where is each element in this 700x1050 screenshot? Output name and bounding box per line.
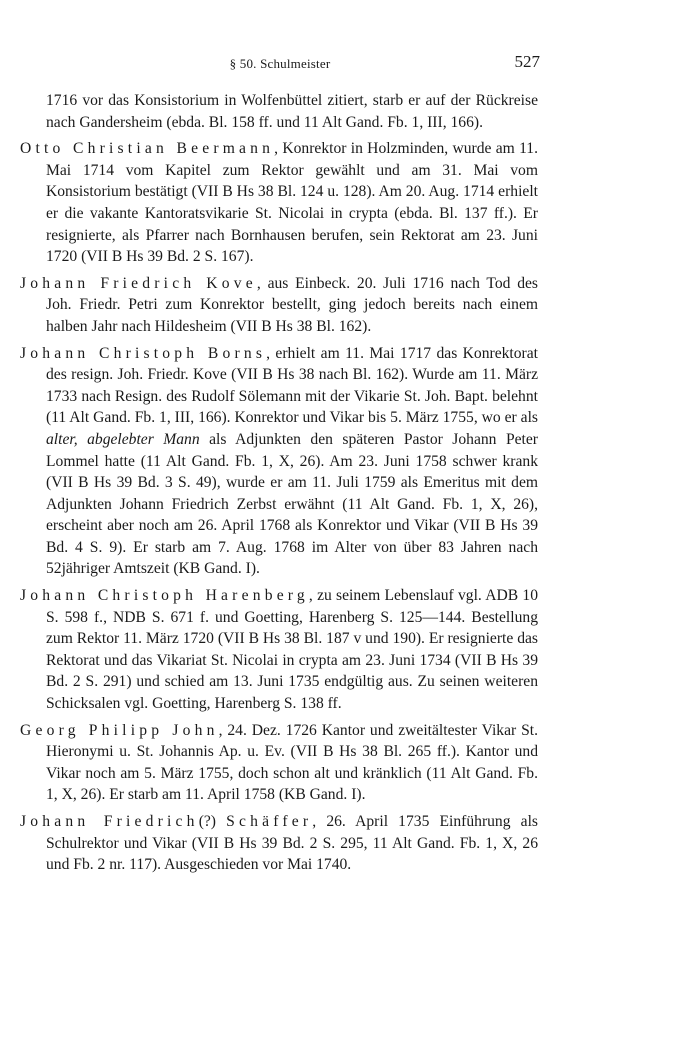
entry-kove: [20, 273, 538, 338]
entry-text: , 26. April 1735 Einführung als Schulrektor und Vikar (VII B Hs 39 Bd. 2 S. 295, 11 Alt Gand. Fb. 1, X, 26 und Fb. 2 nr. 117). Ausgeschieden vor Mai 1740.: [46, 813, 538, 874]
entry-beermann: [20, 138, 538, 268]
entry-text: , aus Einbeck. 20. Juli 1716 nach Tod des Joh. Friedr. Petri zum Konrektor bestellt, ging jedoch bereits nach einem halben Jahr nach Hildesheim (VII B Hs 38 Bl. 162).: [46, 274, 538, 335]
entry-schaeffer: [20, 811, 538, 876]
entry-borns: [20, 343, 538, 581]
entry-text: , zu seinem Lebenslauf vgl. ADB 10 S. 598 f., NDB S. 671 f. und Goetting, Harenberg S. 125—144. Bestellung zum Rektor 11. März 1720 (VII B Hs 38 Bl. 187 v und 190). Er resignierte das Rektorat und das Vikariat St. Nicolai in crypta am 23. Juni 1734 (VII B Hs 39 Bd. 2 S. 291) und schied am 13. Juni 1735 endgültig aus. Zu seinen weiteren Schicksalen vgl. Goetting, Harenberg S. 138 ff.: [46, 587, 538, 713]
person-name: Johann Christoph Harenberg: [20, 587, 309, 605]
person-name: Johann Christoph Borns: [20, 344, 267, 362]
person-name-last: Schäffer: [226, 813, 313, 830]
entry-quote-italic: alter, abgelebter Mann: [46, 430, 200, 448]
running-title: § 50. Schulmeister: [229, 56, 331, 71]
person-name: Johann Friedrich Kove: [20, 274, 257, 292]
entry-text: 1716 vor das Konsistorium in Wolfenbüttel zitiert, starb er auf der Rückreise nach Gandersheim (ebda. Bl. 158 ff. und 11 Alt Gand. Fb. 1, III, 166).: [46, 92, 538, 131]
entries-list: [20, 90, 538, 881]
entry-text: , erhielt am 11. Mai 1717 das Konrektorat des resign. Joh. Friedr. Kove (VII B Hs 38 nach Bl. 162). Wurde am 11. März 1733 nach Resign. des Rudolf Sölemann mit der Vikarie St. Joh. Bapt. belehnt (11 Alt Gand. Fb. 1, III, 166). Konrektor und Vikar bis 5. März 1755, wo er als: [46, 344, 538, 427]
person-name: Otto Christian Beermann: [20, 140, 275, 158]
entry-text: , 24. Dez. 1726 Kantor und zweitältester Vikar St. Hieronymi u. St. Johannis Ap. u. Ev. (VII B Hs 38 Bl. 265 ff.). Kantor und Vikar noch am 5. März 1755, doch schon alt und kränklich (11 Alt Gand. Fb. 1, X, 26). Er starb am 11. April 1758 (KB Gand. I).: [46, 721, 538, 804]
entry-text-after: als Adjunkten den späteren Pastor Johann Peter Lommel hatte (11 Alt Gand. Fb. 1, X, 26). Am 23. Juni 1758 schwer krank (VII B Hs 39 Bd. 3 S. 49), wurde er am 11. Juli 1759 als Emeritus mit dem Adjunkten Johann Friedrich Zerbst erwähnt (11 Alt Gand. Fb. 1, X, 26), erscheint aber noch am 26. April 1768 als Konrektor und Vikar (VII B Hs 39 Bd. 4 S. 9). Er starb am 7. Aug. 1768 im Alter von über 83 Jahren nach 52jähriger Amtszeit (KB Gand. I).: [46, 430, 538, 578]
entry-john: [20, 720, 538, 806]
person-name: Georg Philipp John: [20, 721, 219, 739]
person-name-first: Johann Friedrich: [20, 813, 199, 830]
entry-harenberg: [20, 585, 538, 715]
entry-continuation: [20, 90, 538, 133]
page-number: 527: [514, 52, 540, 71]
entry-text: , Konrektor in Holzminden, wurde am 11. Mai 1714 vom Kapitel zum Rektor gewählt und am 31. Mai vom Konsistorium bestätigt (VII B Hs 38 Bl. 124 u. 128). Am 20. Aug. 1714 erhielt er die vakante Kantoratsvikarie St. Nicolai in crypta (ebda. Bl. 137 ff.). Er resignierte, als Pfarrer nach Bornhausen berufen, sein Rektorat am 23. Juni 1720 (VII B Hs 39 Bd. 2 S. 167).: [46, 140, 538, 266]
name-uncertain-mark: (?): [198, 813, 216, 830]
running-head: [20, 52, 540, 76]
